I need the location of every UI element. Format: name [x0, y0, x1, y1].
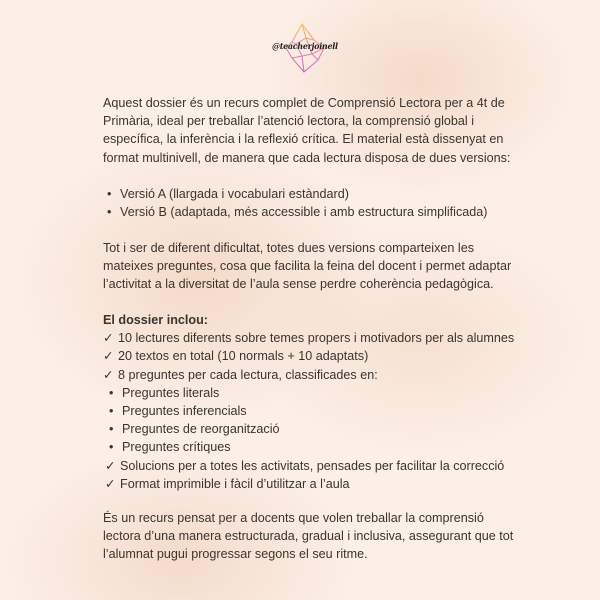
intro-paragraph: Aquest dossier és un recurs complet de Comprensió Lectora per a 4t de Primària, ideal per treballar l’atenció lectora, la comprensió global i específica, la inferència i la reflexió crítica. El material està dissenyat en format multinivell, de manera que cada lectura disposa de dues versions: [103, 96, 511, 165]
list-item: • Preguntes crítiques [103, 438, 523, 456]
list-item: • Versió A (llargada i vocabulari estàndard) [103, 185, 523, 203]
includes-heading: El dossier inclou: [103, 313, 208, 327]
check-icon: ✓ [105, 476, 116, 491]
list-item: ✓ 8 preguntes per cada lectura, classificades en: [103, 366, 523, 384]
includes-section [103, 311, 523, 493]
paragraph-2: Tot i ser de diferent dificultat, totes dues versions comparteixen les mateixes preguntes, cosa que facilita la feina del docent i permet adaptar l’activitat a la diversitat de l’aula sense perdre coherència pedagògica. [103, 241, 512, 292]
list-item: • Preguntes literals [103, 384, 523, 402]
list-item: ✓ 20 textos en total (10 normals + 10 adaptats) [103, 347, 523, 365]
closing-paragraph: És un recurs pensat per a docents que volen treballar la comprensió lectora d’una manera estructurada, gradual i inclusiva, assegurant que tot l’alumnat pugui progressar segons el seu ritme. [103, 511, 514, 562]
logo-text: @teacherjoinell [272, 41, 338, 51]
list-item: • Preguntes inferencials [103, 402, 523, 420]
list-item: • Preguntes de reorganització [103, 420, 523, 438]
versions-list [103, 185, 523, 221]
check-icon: ✓ [103, 349, 114, 364]
check-icon: ✓ [105, 458, 116, 473]
list-item: ✓ Solucions per a totes les activitats, pensades per facilitar la correcció [105, 457, 523, 475]
list-item: ✓ Format imprimible i fàcil d’utilitzar a l’aula [105, 475, 523, 493]
list-item: ✓ 10 lectures diferents sobre temes propers i motivadors per als alumnes [103, 329, 523, 347]
list-item: • Versió B (adaptada, més accessible i amb estructura simplificada) [103, 203, 523, 221]
check-icon: ✓ [103, 331, 114, 346]
check-icon: ✓ [103, 367, 114, 382]
